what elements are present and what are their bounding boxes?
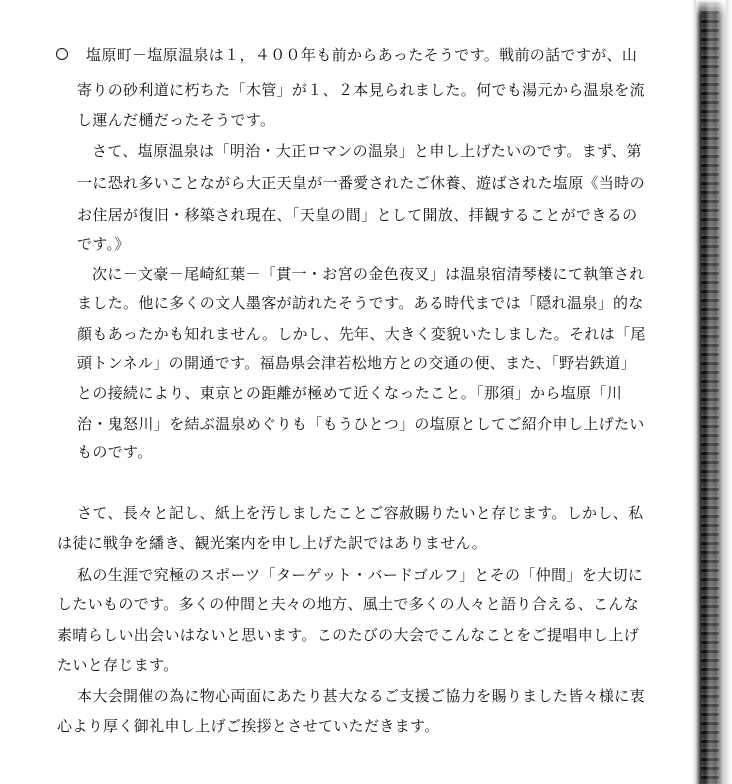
scan-edge-shadow (692, 0, 732, 784)
text-line: 頭トンネル」の開通です。福島県会津若松地方との交通の便、また、「野岩鉄道」 (77, 354, 636, 372)
text-line: は徒に戦争を繙き、観光案内を申し上げた訳ではありません。 (57, 534, 488, 552)
circle-bullet-icon (56, 48, 68, 60)
text-line: さて、塩原温泉は「明治・大正ロマンの温泉」と申し上げたいのです。まず、第 (92, 142, 642, 160)
text-line: 本大会開催の為に物心両面にあたり甚大なるご支援ご協力を賜りました皆々様に衷 (77, 687, 645, 705)
text-line: したいものです。多くの仲間と夫々の地方、風土で多くの人々と語り合える、こんな (57, 595, 640, 613)
text-line: ものです。 (77, 443, 153, 461)
text-line: し運んだ樋だったそうです。 (77, 111, 276, 129)
text-line: 心より厚く御礼申し上げご挨拶とさせていただきます。 (57, 717, 440, 735)
text-line: 私の生涯で究極のスポーツ「ターゲット・バードゴルフ」とその「仲間」を大切に (77, 566, 644, 584)
text-line: 寄りの砂利道に朽ちた「木管」が１、２本見られました。何でも湯元から温泉を流 (77, 81, 645, 99)
text-line: との接続により、東京との距離が極めて近くなったこと。「那須」から塩原「川 (77, 384, 623, 402)
text-line: 素晴らしい出会いはないと思います。このたびの大会でこんなことをご提唱申し上げ (57, 626, 640, 644)
text-line: お住居が復旧・移築され現在、「天皇の間」として開放、拝観することができるの (77, 206, 638, 224)
text-line: 次に－文豪－尾崎紅葉－「貫一・お宮の金色夜叉」は温泉宿清琴楼にて執筆され (92, 265, 645, 283)
text-line: 塩原町－塩原温泉は１，４００年も前からあったそうです。戦前の話ですが、山 (86, 46, 638, 64)
text-line: 顔もあったかも知れません。しかし、先年、大きく変貌いたしました。それは「尾 (77, 325, 646, 343)
text-line: 治・鬼怒川」を結ぶ温泉めぐりも「もうひとつ」の塩原としてご紹介申し上げたい (77, 415, 645, 433)
text-line: です。》 (77, 235, 130, 253)
text-line: さて、長々と記し、紙上を汚しましたことご容赦賜りたいと存じます。しかし、私 (77, 504, 644, 522)
text-line: たいと存じます。 (57, 656, 179, 674)
text-line: ました。他に多くの文人墨客が訪れたそうです。ある時代までは「隠れ温泉」的な (77, 294, 644, 312)
text-line: 一に恐れ多いことながら大正天皇が一番愛されたご休養、遊ばされた塩原《当時の (77, 174, 645, 192)
